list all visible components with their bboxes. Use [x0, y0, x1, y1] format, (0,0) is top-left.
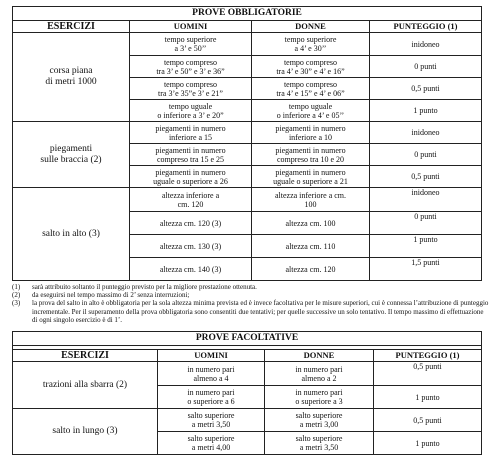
trazioni-donne-1: in numero pari o superiore a 3: [265, 386, 374, 409]
trazioni-section: [13, 362, 482, 409]
trazioni-uomini-1: in numero pari o superiore a 6: [158, 386, 265, 409]
exercise-corsa: corsa piana di metri 1000: [13, 33, 130, 122]
exercise-trazioni: trazioni alla sbarra (2): [13, 362, 158, 409]
footnote-number: (2): [12, 291, 21, 300]
col-header-esercizi: ESERCIZI: [13, 350, 158, 362]
salto-uomini-1: altezza cm. 120 (3): [130, 212, 252, 235]
lungo-donne-0: salto superiore a metri 3,00: [265, 409, 374, 432]
col-header-punteggio: PUNTEGGIO (1): [370, 21, 482, 33]
footnote-text: sarà attribuito soltanto il punteggio previsto per la migliore prestazione ottenuta.: [32, 283, 257, 291]
piegamenti-uomini-0: piegamenti in numero inferiore a 15: [130, 122, 252, 144]
footnote-number: (1): [12, 283, 21, 291]
facoltative-title: PROVE FACOLTATIVE: [13, 332, 482, 346]
col-header-uomini: UOMINI: [130, 21, 252, 33]
footnote-1: [12, 283, 490, 291]
prove-obbligatorie-table: [12, 6, 482, 281]
exercise-salto-alto: salto in alto (3): [13, 188, 130, 281]
corsa-donne-3: tempo uguale o inferiore a 4’ e 05’’: [252, 100, 370, 122]
piegamenti-punteggio-2: 0,5 punti: [370, 166, 482, 188]
corsa-uomini-2: tempo compreso tra 3’e 35”e 3’ e 21”: [130, 78, 252, 100]
corsa-punteggio-0: inidoneo: [370, 33, 482, 56]
footnote-text: da eseguirsi nel tempo massimo di 2’ senza interruzioni;: [32, 291, 190, 300]
corsa-punteggio-1: 0 punti: [370, 56, 482, 78]
salto-uomini-0: altezza inferiore a cm. 120: [130, 188, 252, 212]
salto-uomini-2: altezza cm. 130 (3): [130, 235, 252, 258]
footnote-number: (3): [12, 299, 21, 308]
col-header-esercizi: ESERCIZI: [13, 21, 130, 33]
footnote-3: [12, 299, 490, 324]
lungo-uomini-0: salto superiore a metri 3,50: [158, 409, 265, 432]
piegamenti-section: [13, 122, 482, 188]
col-header-donne: DONNE: [252, 21, 370, 33]
salto-punteggio-2: 1 punto: [370, 235, 482, 258]
piegamenti-donne-0: piegamenti in numero inferiore a 10: [252, 122, 370, 144]
lungo-uomini-1: salto superiore a metri 4,00: [158, 432, 265, 455]
lungo-punteggio-0: 0,5 punti: [374, 409, 482, 432]
col-header-donne: DONNE: [265, 350, 374, 362]
piegamenti-donne-1: piegamenti in numero compreso tra 10 e 20: [252, 144, 370, 166]
footnote-2: [12, 291, 490, 299]
trazioni-donne-0: in numero pari almeno a 2: [265, 362, 374, 386]
corsa-section: [13, 33, 482, 122]
salto-lungo-section: [13, 409, 482, 455]
salto-punteggio-3: 1,5 punti: [370, 258, 482, 281]
corsa-donne-1: tempo compreso tra 4’ e 30” e 4’ e 16”: [252, 56, 370, 78]
piegamenti-punteggio-0: inidoneo: [370, 122, 482, 144]
salto-donne-2: altezza cm. 110: [252, 235, 370, 258]
corsa-punteggio-2: 0,5 punti: [370, 78, 482, 100]
corsa-uomini-3: tempo uguale o inferiore a 3’ e 20”: [130, 100, 252, 122]
salto-punteggio-0: inidoneo: [370, 188, 482, 212]
lungo-punteggio-1: 1 punto: [374, 432, 482, 455]
col-header-punteggio: PUNTEGGIO (1): [374, 350, 482, 362]
salto-donne-3: altezza cm. 120: [252, 258, 370, 281]
salto-alto-section: [13, 188, 482, 281]
prove-facoltative-table: [12, 331, 482, 455]
exercise-piegamenti: piegamenti sulle braccia (2): [13, 122, 130, 188]
salto-uomini-3: altezza cm. 140 (3): [130, 258, 252, 281]
trazioni-punteggio-1: 1 punto: [374, 386, 482, 409]
salto-donne-0: altezza inferiore a cm. 100: [252, 188, 370, 212]
lungo-donne-1: salto superiore a metri 3,50: [265, 432, 374, 455]
corsa-donne-0: tempo superiore a 4’ e 30’’: [252, 33, 370, 56]
trazioni-uomini-0: in numero pari almeno a 4: [158, 362, 265, 386]
piegamenti-punteggio-1: 0 punti: [370, 144, 482, 166]
corsa-uomini-0: tempo superiore a 3’ e 50’’: [130, 33, 252, 56]
trazioni-punteggio-0: 0,5 punti: [374, 362, 482, 386]
salto-punteggio-1: 0 punti: [370, 212, 482, 235]
col-header-uomini: UOMINI: [158, 350, 265, 362]
piegamenti-uomini-2: piegamenti in numero uguale o superiore a 26: [130, 166, 252, 188]
corsa-donne-2: tempo compreso tra 4’ e 15” e 4’ e 06”: [252, 78, 370, 100]
piegamenti-donne-2: piegamenti in numero uguale o superiore a 21: [252, 166, 370, 188]
corsa-uomini-1: tempo compreso tra 3’ e 50” e 3’ e 36”: [130, 56, 252, 78]
salto-donne-1: altezza cm. 100: [252, 212, 370, 235]
footnote-text: la prova del salto in alto è obbligatoria per la sola altezza minima prevista ed è invece facoltativa per le misure superiori, cui è connessa l’attribuzione di punteggio incrementale. Per il superamento della prova obbligatoria sono consentiti due tentativi; per quelle successive un solo tentativo. Il tempo massimo di effettuazione di ogni singolo esercizio è di 1’.: [32, 299, 489, 324]
exercise-salto-lungo: salto in lungo (3): [13, 409, 158, 455]
piegamenti-uomini-1: piegamenti in numero compreso tra 15 e 25: [130, 144, 252, 166]
obbligatorie-title: PROVE OBBLIGATORIE: [13, 7, 482, 21]
corsa-punteggio-3: 1 punto: [370, 100, 482, 122]
footnotes: [12, 283, 490, 324]
